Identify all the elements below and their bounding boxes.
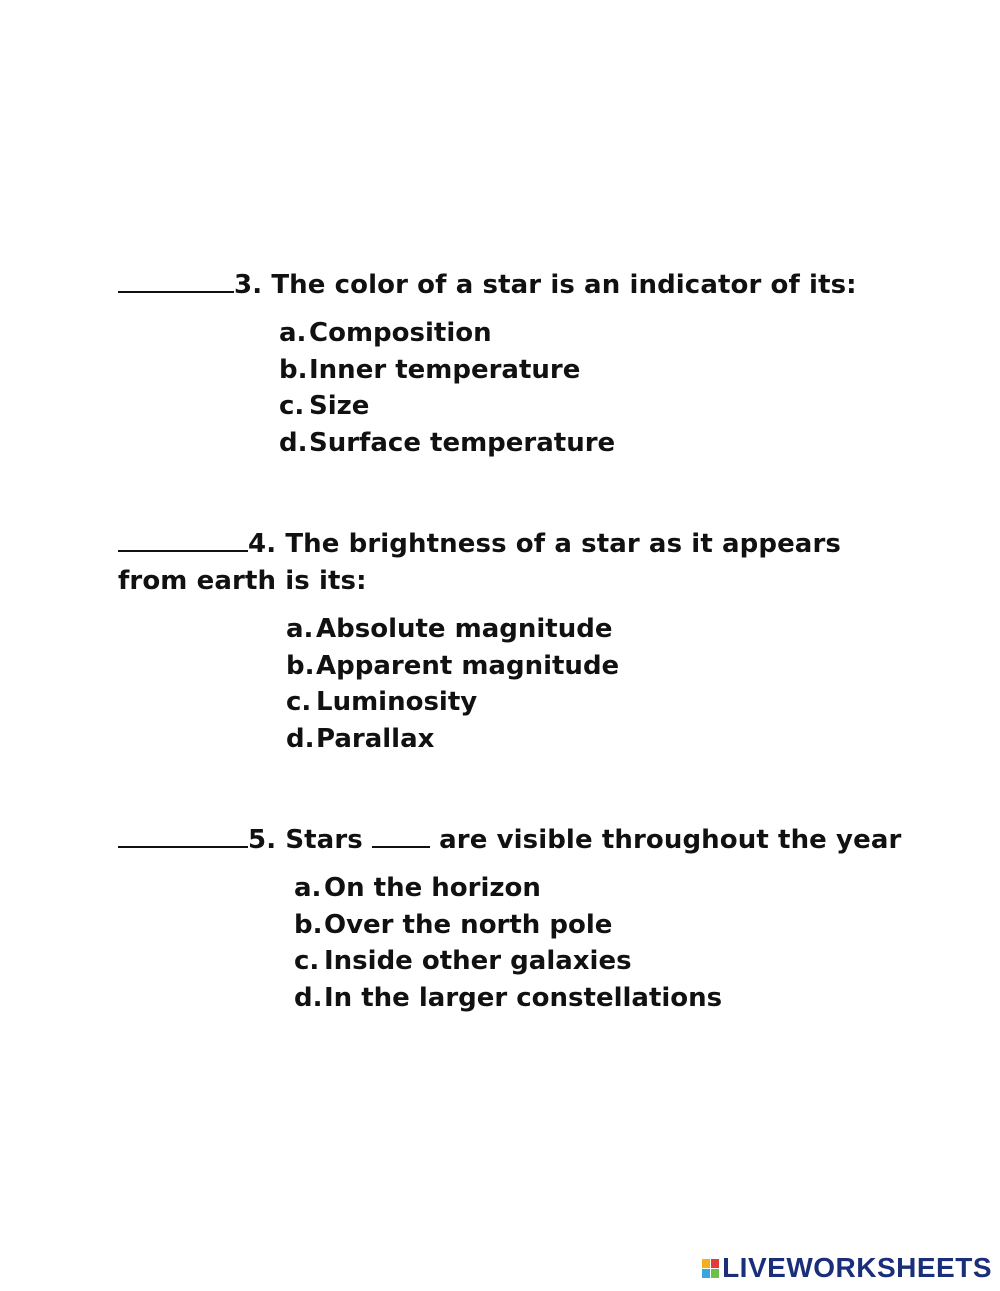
question-5-options — [294, 870, 722, 1017]
option-4a: a.Absolute magnitude — [286, 614, 613, 644]
option-5a: a.On the horizon — [294, 873, 541, 903]
option-3b: b.Inner temperature — [279, 354, 581, 385]
question-3-options — [279, 315, 615, 462]
question-5 — [118, 820, 901, 859]
option-4c: c. Luminosity — [286, 687, 478, 718]
answer-blank-3[interactable] — [118, 265, 234, 293]
liveworksheets-logo[interactable] — [702, 1252, 992, 1284]
question-4-options — [286, 611, 619, 758]
question-3-text: 3. The color of a star is an indicator of its: — [234, 270, 857, 300]
option-3a: a.Composition — [279, 318, 492, 348]
question-4 — [118, 524, 878, 600]
option-4d: d.Parallax — [286, 724, 435, 755]
answer-blank-4[interactable] — [118, 524, 248, 552]
answer-blank-5[interactable] — [118, 820, 248, 848]
option-3d: d.Surface temperature — [279, 428, 616, 459]
question-4-text: 4. The brightness of a star as it appears from earth is its: — [118, 529, 841, 596]
question-5-text-before: 5. Stars — [248, 825, 372, 855]
logo-text: LIVEWORKSHEETS — [722, 1252, 992, 1283]
inline-blank-5 — [372, 824, 430, 848]
question-5-text-after: are visible throughout the year — [429, 825, 902, 855]
option-5c: c. Inside other galaxies — [294, 946, 632, 977]
question-3 — [118, 265, 857, 304]
liveworksheets-logo-icon — [702, 1259, 719, 1278]
option-5d: d.In the larger constellations — [294, 983, 723, 1014]
option-4b: b.Apparent magnitude — [286, 650, 620, 681]
option-3c: c. Size — [279, 391, 370, 422]
option-5b: b.Over the north pole — [294, 909, 613, 940]
